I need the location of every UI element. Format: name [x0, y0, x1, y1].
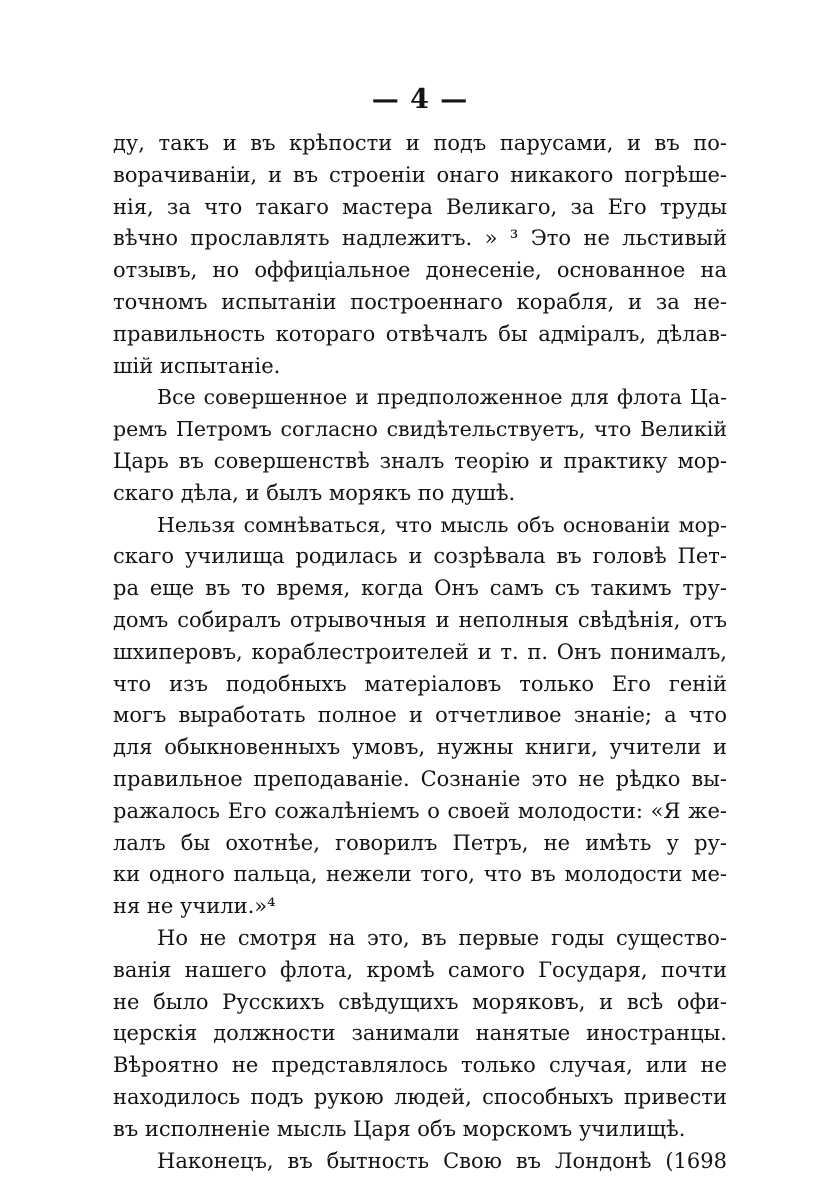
- text-line: ворачиваніи, и въ строеніи онаго никакого погрѣше-: [113, 162, 727, 187]
- text-line: скаго училища родилась и созрѣвала въ головѣ Пет-: [113, 544, 727, 569]
- page-number: — 4 —: [371, 84, 469, 115]
- text-line: церскія должности занимали нанятые иностранцы.: [113, 1021, 727, 1046]
- paragraph: [113, 128, 727, 382]
- paragraph: [113, 1146, 727, 1178]
- text-line: правильность котораго отвѣчалъ бы адміралъ, дѣлав-: [113, 321, 727, 346]
- text-line: Царь въ совершенствѣ зналъ теорію и практику мор-: [113, 448, 727, 473]
- text-line: ванія нашего флота, кромѣ самого Государя, почти: [113, 957, 727, 982]
- text-line: ражалось Его сожалѣніемъ о своей молодости: «Я же-: [113, 798, 727, 823]
- text-line: что изъ подобныхъ матеріаловъ только Его геній: [113, 671, 727, 696]
- text-line: ки одного пальца, нежели того, что въ молодости ме-: [113, 862, 727, 887]
- text-line: отзывъ, но оффиціальное донесеніе, основанное на: [113, 258, 727, 283]
- text-line: шій испытаніе.: [113, 353, 281, 378]
- text-line: Все совершенное и предположенное для флота Ца-: [157, 385, 727, 410]
- text-line: вѣчно прославлять надлежитъ. » ³ Это не льстивый: [113, 226, 727, 251]
- text-line: ня не учили.»⁴: [113, 894, 276, 919]
- text-line: точномъ испытаніи построеннаго корабля, и за не-: [113, 289, 727, 314]
- text-line: Вѣроятно не представлялось только случая, или не: [113, 1053, 727, 1078]
- text-line: скаго дѣла, и былъ морякъ по душѣ.: [113, 480, 516, 505]
- text-line: могъ выработать полное и отчетливое знаніе; а что: [113, 703, 727, 728]
- text-line: Но не смотря на это, въ первые годы существо-: [157, 925, 727, 950]
- text-line: Нельзя сомнѣваться, что мысль объ основаніи мор-: [157, 512, 727, 537]
- paragraph: [113, 382, 727, 509]
- body-text: [113, 128, 727, 1177]
- text-line: лалъ бы охотнѣе, говорилъ Петръ, не имѣть у ру-: [113, 830, 727, 855]
- text-line: ра еще въ то время, когда Онъ самъ съ такимъ тру-: [113, 576, 727, 601]
- paragraph: [113, 510, 727, 923]
- text-line: для обыкновенныхъ умовъ, нужны книги, учители и: [113, 735, 727, 760]
- text-line: домъ собиралъ отрывочныя и неполныя свѣдѣнія, отъ: [113, 607, 727, 632]
- paragraph: [113, 923, 727, 1146]
- text-line: не было Русскихъ свѣдущихъ моряковъ, и всѣ офи-: [113, 989, 727, 1014]
- text-line: въ исполненіе мысль Царя объ морскомъ училищѣ.: [113, 1116, 686, 1141]
- text-line: правильное преподаваніе. Сознаніе это не рѣдко вы-: [113, 766, 727, 791]
- text-line: нія, за что такаго мастера Великаго, за Его труды: [113, 194, 727, 219]
- text-line: ду, такъ и въ крѣпости и подъ парусами, и въ по-: [113, 131, 727, 155]
- text-line: Наконецъ, въ бытность Свою въ Лондонѣ (1698: [157, 1148, 727, 1173]
- text-line: ремъ Петромъ согласно свидѣтельствуетъ, что Великій: [113, 417, 727, 442]
- text-line: шхиперовъ, кораблестроителей и т. п. Онъ понималъ,: [113, 639, 727, 664]
- text-line: находилось подъ рукою людей, способныхъ привести: [113, 1084, 727, 1109]
